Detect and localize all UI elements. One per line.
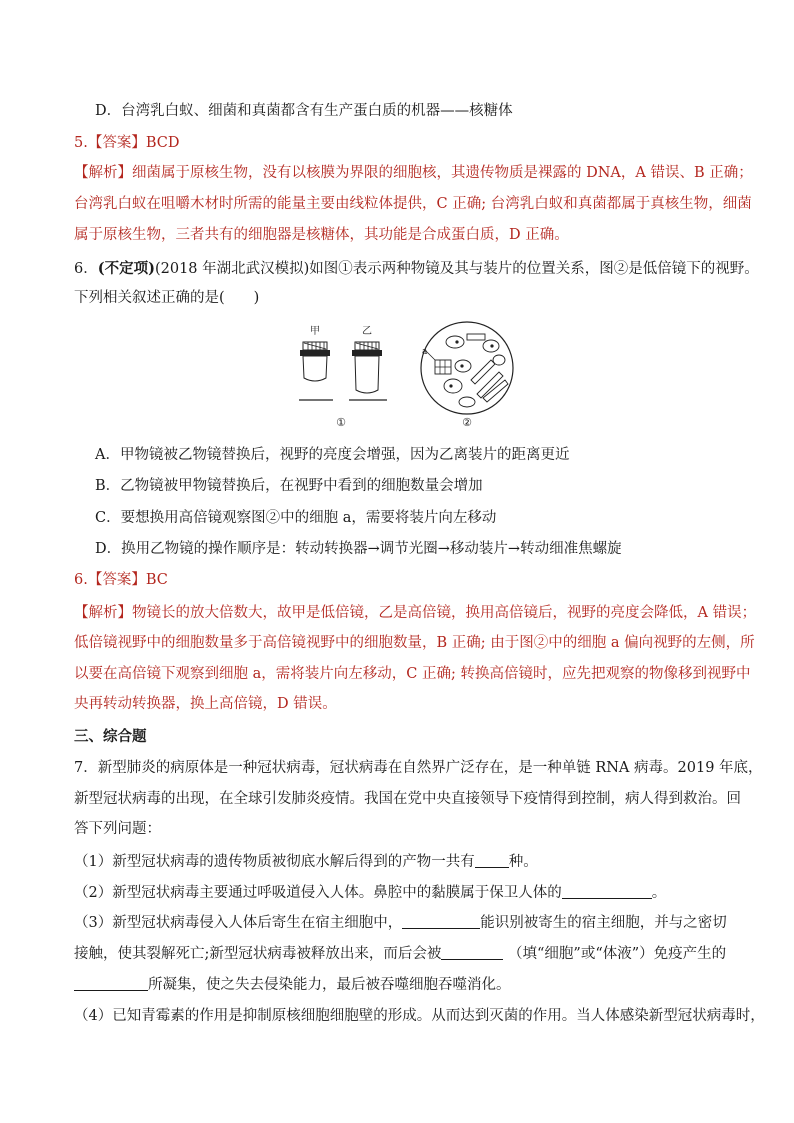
q6-stem-line-2: 下列相关叙述正确的是( ) [74, 290, 260, 306]
q7-stem-line-1: 7．新型肺炎的病原体是一种冠状病毒，冠状病毒在自然界广泛存在，是一种单链 RNA 病毒。2019 年底， [74, 760, 763, 776]
analysis-text: 细菌属于原核生物，没有以核膜为界限的细胞核，其遗传物质是裸露的 DNA，A 错误、B 正确； [132, 165, 753, 181]
q6-analysis-line-1 [74, 603, 757, 623]
q5-analysis-line-2: 台湾乳白蚁在咀嚼木材时所需的能量主要由线粒体提供，C 正确; 台湾乳白蚁和真菌都属于真核生物，细菌 [74, 196, 752, 212]
q5-option-d: D．台湾乳白蚁、细菌和真菌都含有生产蛋白质的机器——核糖体 [95, 103, 513, 119]
q7-part-2-text: （2）新型冠状病毒主要通过呼吸道侵入人体。鼻腔中的黏膜属于保卫人体的 [74, 885, 562, 901]
objective-lens-b-icon [349, 342, 387, 400]
q6-analysis-line-3: 以要在高倍镜下观察到细胞 a，需将装片向左移动，C 正确; 转换高倍镜时，应先把观察的物像移到视野中 [74, 666, 751, 682]
q5-analysis-line-3: 属于原核生物，三者共有的细胞器是核糖体，其功能是合成蛋白质，D 正确。 [74, 227, 569, 243]
q6-option-b: B．乙物镜被甲物镜替换后，在视野中看到的细胞数量会增加 [95, 478, 483, 494]
q7-part-3-text-5: 所凝集，使之失去侵染能力，最后被吞噬细胞吞噬消化。 [148, 977, 511, 993]
q7-part-3-line-3 [74, 975, 734, 995]
answer-blank[interactable] [402, 914, 480, 929]
q6-analysis-line-4: 央再转动转换器，换上高倍镜，D 错误。 [74, 696, 337, 712]
q6-analysis-line-2: 低倍镜视野中的细胞数量多于高倍镜视野中的细胞数量，B 正确; 由于图②中的细胞 a 偏向视野的左侧，所 [74, 635, 755, 651]
q7-part-4: （4）已知青霉素的作用是抑制原核细胞细胞壁的形成。从而达到灭菌的作用。当人体感染新型冠状病毒时， [74, 1008, 765, 1024]
q7-stem-line-3: 答下列问题： [74, 821, 161, 837]
q6-stem-line-1 [74, 259, 759, 279]
q7-part-1-text: （1）新型冠状病毒的遗传物质被彻底水解后得到的产物一共有 [74, 854, 475, 870]
field-of-view-icon [421, 322, 513, 414]
q6-option-a: A．甲物镜被乙物镜替换后，视野的亮度会增强，因为乙离装片的距离更近 [95, 447, 570, 463]
q7-stem-line-2: 新型冠状病毒的出现，在全球引发肺炎疫情。我国在党中央直接领导下疫情得到控制，病人得到救治。回 [74, 791, 741, 807]
q7-part-3-text-3: 接触，使其裂解死亡;新型冠状病毒被释放出来，而后会被 [74, 946, 442, 962]
q5-answer: 5.【答案】BCD [74, 135, 180, 151]
q6-type: (不定项) [97, 260, 155, 277]
lens-b-label: 乙 [362, 326, 372, 337]
q7-part-1 [74, 852, 734, 872]
q6-answer: 6.【答案】BC [74, 572, 168, 588]
q7-part-2 [74, 883, 734, 903]
analysis-tag: 【解析】 [74, 605, 132, 621]
figure-caption-2: ② [462, 416, 472, 429]
microscope-figure [295, 320, 525, 430]
answer-blank[interactable] [562, 884, 652, 899]
q6-option-d: D．换用乙物镜的操作顺序是：转动转换器→调节光圈→移动装片→转动细准焦螺旋 [95, 541, 622, 557]
q7-part-2-suffix: 。 [651, 885, 667, 901]
q7-part-3-text: （3）新型冠状病毒侵入人体后寄生在宿主细胞中， [74, 915, 403, 931]
q7-part-3-line-2 [74, 944, 734, 964]
lens-a-label: 甲 [310, 326, 320, 337]
q7-part-3-line-1 [74, 913, 734, 933]
answer-blank[interactable] [441, 945, 503, 960]
q6-option-c: C．要想换用高倍镜观察图②中的细胞 a，需要将装片向左移动 [95, 510, 497, 526]
q7-part-1-suffix: 种。 [508, 854, 538, 870]
cell-a-label: a [422, 347, 428, 357]
q7-part-3-text-4: （填“细胞”或“体液”）免疫产生的 [508, 946, 727, 962]
section-heading: 三、综合题 [74, 728, 147, 745]
objective-lens-a-icon [299, 342, 333, 400]
answer-blank[interactable] [475, 853, 509, 868]
q6-number: 6． [74, 261, 98, 277]
figure-caption-1: ① [336, 416, 346, 429]
q6-stem: (2018 年湖北武汉模拟)如图①表示两种物镜及其与装片的位置关系，图②是低倍镜下的视野。 [154, 261, 759, 277]
q7-part-3-text-2: 能识别被寄生的宿主细胞，并与之密切 [480, 915, 727, 931]
analysis-text: 物镜长的放大倍数大，故甲是低倍镜，乙是高倍镜，换用高倍镜后，视野的亮度会降低，A 错误； [132, 605, 757, 621]
q5-analysis-line-1 [74, 163, 753, 183]
analysis-tag: 【解析】 [74, 165, 132, 181]
answer-blank[interactable] [74, 976, 148, 991]
